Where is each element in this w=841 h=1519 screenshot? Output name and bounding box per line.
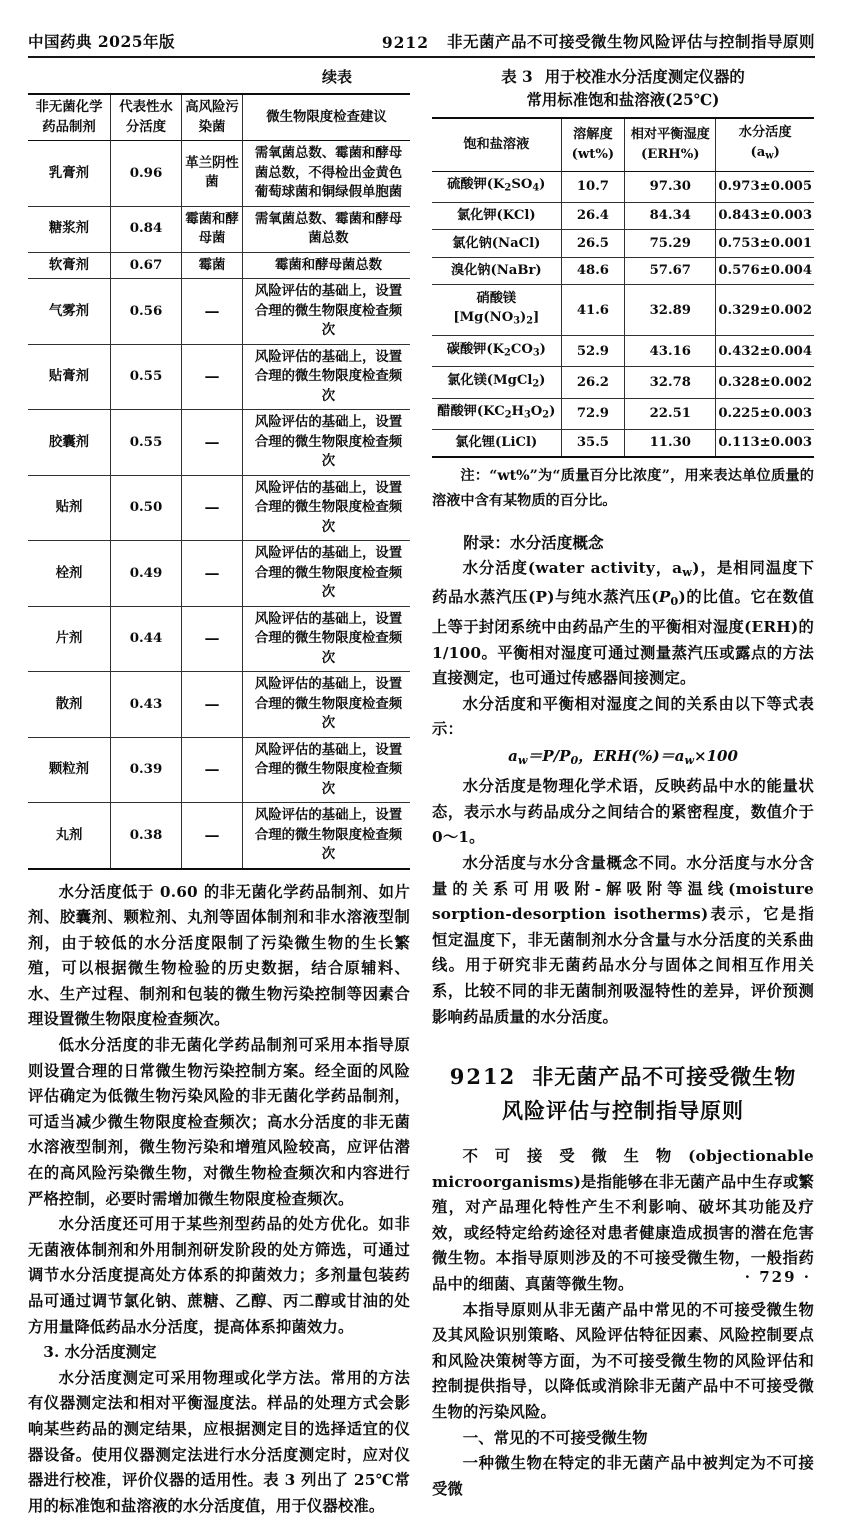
- table3-row: [432, 398, 814, 429]
- cell-dosage-form: 气雾剂: [28, 279, 111, 345]
- col-header-high-risk-organism: 高风险污染菌: [182, 94, 243, 141]
- paragraph-aw-term: 水分活度是物理化学术语，反映药品中水的能量状态，表示水与药品成分之间结合的紧密程度，数值介于 0～1。: [432, 777, 814, 847]
- paragraph-objectionable-definition: 不可接受微生物(objectionable microorganisms)是指能够在非无菌产品中生存或繁殖，对产品理化特性产生不利影响、破坏其功能及疗效，或经特定给药途径对患者健康造成损害的潜在危害微生物。本指导原则涉及的不可接受微生物，一般指药品中的细菌、真菌等微生物。: [432, 1147, 814, 1294]
- cell-high-risk-organism: —: [182, 410, 243, 476]
- cell-high-risk-organism: —: [182, 344, 243, 410]
- header-section-name: 非无菌产品不可接受微生物风险评估与控制指导原则: [446, 32, 815, 51]
- page-folio: · 729 ·: [744, 1268, 811, 1286]
- table-row: [28, 606, 410, 672]
- table3-caption-line2: 常用标准饱和盐溶液(25℃): [526, 91, 720, 109]
- section-title-line2: 风险评估与控制指导原则: [502, 1098, 744, 1124]
- cell-solubility: 72.9: [561, 398, 625, 429]
- left-column: [28, 66, 410, 1515]
- cell-water-activity: 0.38: [111, 803, 182, 869]
- cell-water-activity: 0.753±0.001: [718, 235, 812, 251]
- col-header-solubility-main: 溶解度: [573, 126, 613, 142]
- cell-advice: 风险评估的基础上，设置合理的微生物限度检查频次: [254, 479, 403, 535]
- table-row: [28, 344, 410, 410]
- table3-caption: [432, 66, 814, 112]
- cell-erh: 57.67: [625, 257, 716, 285]
- cell-water-activity: 0.55: [111, 410, 182, 476]
- cell-dosage-form: 贴剂: [28, 475, 111, 541]
- cell-water-activity: 0.50: [111, 475, 182, 541]
- cell-erh: 11.30: [625, 429, 716, 457]
- cell-salt-solution: 醋酸钾$(KC_2H_3O_2)$: [432, 398, 561, 429]
- col-header-solubility-unit: (wt%): [571, 146, 615, 162]
- table3-row: [432, 429, 814, 457]
- cell-high-risk-organism: —: [182, 475, 243, 541]
- cell-solubility: 26.4: [561, 202, 625, 230]
- table-head: [28, 94, 410, 141]
- cell-solubility: 48.6: [561, 257, 625, 285]
- table-body: [28, 141, 410, 869]
- cell-solubility: 26.2: [561, 367, 625, 398]
- col-header-solubility: [561, 118, 625, 171]
- cell-solubility: 26.5: [561, 230, 625, 258]
- cell-erh: 32.89: [625, 285, 716, 336]
- col-header-aw-main: 水分活度: [738, 125, 792, 140]
- cell-erh: 75.29: [625, 230, 716, 258]
- cell-high-risk-organism: —: [182, 803, 243, 869]
- table-row: [28, 541, 410, 607]
- cell-erh: 97.30: [625, 171, 716, 202]
- paragraph-sorption-isotherm: 水分活度与水分含量概念不同。水分活度与水分含量的关系可用吸附-解吸附等温线(moisture sorption-desorption isotherms)表示，它是指恒定温度下，非无菌制剂水分含量与水分活度的关系曲线。用于研究非无菌药品水分与固体之间相互作用关系，比较不同的非无菌制剂吸湿特性的差异，评价预测影响药品质量的水分活度。: [432, 853, 814, 1026]
- cell-dosage-form: 片剂: [28, 606, 111, 672]
- section-code: 9212: [449, 1064, 517, 1090]
- table-row: [28, 672, 410, 738]
- cell-dosage-form: 散剂: [28, 672, 111, 738]
- table-continued-label: 续表: [321, 68, 352, 86]
- col-header-advice: 微生物限度检查建议: [266, 108, 387, 125]
- subheading-common-objectionable: 一、常见的不可接受微生物: [462, 1428, 648, 1447]
- col-header-aw: [716, 118, 814, 171]
- cell-solubility: 10.7: [561, 171, 625, 202]
- col-header-erh-unit: (ERH%): [641, 146, 700, 162]
- cell-dosage-form: 乳膏剂: [28, 141, 111, 207]
- table-row: [28, 141, 410, 207]
- cell-salt-solution: 氯化钠(NaCl): [432, 230, 561, 258]
- paragraph-judgement-start: 一种微生物在特定的非无菌产品中被判定为不可接受微: [432, 1454, 814, 1498]
- cell-water-activity: 0.43: [111, 672, 182, 738]
- col-header-erh: [625, 118, 716, 171]
- cell-high-risk-organism: 革兰阴性菌: [182, 141, 243, 207]
- cell-water-activity: 0.55: [111, 344, 182, 410]
- saturated-salt-solution-table: [432, 117, 814, 458]
- cell-water-activity: 0.843±0.003: [718, 208, 812, 224]
- table-row: [28, 206, 410, 252]
- table3-row: [432, 257, 814, 285]
- table-row: [28, 475, 410, 541]
- col-header-dosage-form: 非无菌化学药品制剂: [28, 94, 111, 141]
- paragraph-aw-erh-relation: 水分活度和平衡相对湿度之间的关系由以下等式表示：: [432, 694, 814, 739]
- table3-row: [432, 367, 814, 398]
- cell-water-activity: 0.113±0.003: [718, 435, 812, 451]
- cell-dosage-form: 胶囊剂: [28, 410, 111, 476]
- cell-water-activity: 0.49: [111, 541, 182, 607]
- table3-caption-text1: 用于校准水分活度测定仪器的: [544, 68, 745, 86]
- col-header-erh-main: 相对平衡湿度: [630, 126, 710, 142]
- cell-water-activity: 0.44: [111, 606, 182, 672]
- cell-water-activity: 0.67: [111, 252, 182, 279]
- table3-body: [432, 171, 814, 457]
- cell-water-activity: 0.328±0.002: [718, 374, 812, 390]
- cell-water-activity: 0.225±0.003: [718, 406, 812, 422]
- cell-high-risk-organism: 霉菌和酵母菌: [182, 206, 243, 252]
- cell-dosage-form: 糖浆剂: [28, 206, 111, 252]
- cell-water-activity: 0.329±0.002: [718, 302, 812, 318]
- table3-row: [432, 171, 814, 202]
- header-rule: [28, 56, 815, 58]
- section-heading-line1: [432, 1060, 814, 1094]
- cell-water-activity: 0.56: [111, 279, 182, 345]
- cell-water-activity: 0.84: [111, 206, 182, 252]
- cell-salt-solution: 硝酸镁$[Mg(NO_3)_2]$: [432, 285, 561, 336]
- cell-advice: 风险评估的基础上，设置合理的微生物限度检查频次: [254, 676, 403, 731]
- col-header-water-activity: 代表性水分活度: [111, 94, 182, 141]
- cell-salt-solution: 氯化锂(LiCl): [432, 429, 561, 457]
- aw-formula: $a_w=P/P_0$，$ERH(\%)=a_w\times 100$: [508, 747, 738, 768]
- cell-high-risk-organism: 霉菌: [182, 252, 243, 279]
- table3-number: 表 3: [501, 68, 533, 86]
- cell-high-risk-organism: —: [182, 279, 243, 345]
- col-header-salt-main: 饱和盐溶液: [463, 136, 530, 152]
- cell-salt-solution: 碳酸钾$(K_2CO_3)$: [432, 336, 561, 367]
- cell-advice: 风险评估的基础上，设置合理的微生物限度检查频次: [254, 414, 403, 469]
- cell-advice: 需氧菌总数、霉菌和酵母菌总数: [254, 210, 403, 246]
- table3-caption-line1: [432, 66, 814, 89]
- two-column-body: [28, 66, 815, 1515]
- cell-water-activity: 0.973±0.005: [718, 179, 812, 195]
- section-title-line1: 非无菌产品不可接受微生物: [532, 1064, 797, 1090]
- paragraph-scope: 本指导原则从非无菌产品中常见的不可接受微生物及其风险识别策略、风险评估特征因素、风险控制要点和风险决策树等方面，为不可接受微生物的风险评估和控制提供指导，以降低或消除非无菌产品中不可接受微生物的污染风险。: [432, 1300, 814, 1422]
- cell-advice: 风险评估的基础上，设置合理的微生物限度检查频次: [254, 610, 403, 666]
- paragraph-aw-definition: 水分活度(water activity，$a_w$)，是相同温度下药品水蒸汽压(P)与纯水蒸汽压$(P_0)$的比值。它在数值上等于封闭系统中由药品产生的平衡相对湿度(ERH)的 1/100。平衡相对湿度可通过测量蒸汽压或露点的方法直接测定，也可通过传感器间接测定。: [432, 558, 815, 688]
- cell-water-activity: 0.39: [111, 737, 182, 803]
- table3-note: 注：“wt%”为“质量百分比浓度”，用来表达单位质量的溶液中含有某物质的百分比。: [432, 468, 814, 509]
- table-header-row: [28, 94, 410, 141]
- table-row: [28, 279, 410, 345]
- dosage-form-water-activity-table: [28, 93, 410, 870]
- table-row: [28, 737, 410, 803]
- cell-water-activity: 0.576±0.004: [718, 263, 812, 279]
- running-header: [28, 22, 815, 52]
- paragraph-measurement-methods: 水分活度测定可采用物理或化学方法。常用的方法有仪器测定法和相对平衡湿度法。样品的处理方式会影响某些药品的测定结果，应根据测定目的选择适宜的仪器设备。使用仪器测定法进行水分活度测定时，应对仪器进行校准，评价仪器的适用性。表 3 列出了 25℃常用的标准饱和盐溶液的水分活度值，用于仪器校准。: [28, 1368, 410, 1515]
- appendix-heading: 附录：水分活度概念: [463, 532, 604, 552]
- header-section-title: [382, 30, 815, 52]
- cell-high-risk-organism: —: [182, 541, 243, 607]
- cell-dosage-form: 颗粒剂: [28, 737, 111, 803]
- cell-dosage-form: 丸剂: [28, 803, 111, 869]
- cell-solubility: 52.9: [561, 336, 625, 367]
- table-row: [28, 252, 410, 279]
- subheading-aw-measurement: 3. 水分活度测定: [43, 1343, 157, 1362]
- cell-salt-solution: 硫酸钾$(K_2SO_4)$: [432, 171, 561, 202]
- table-row: [28, 410, 410, 476]
- cell-solubility: 35.5: [561, 429, 625, 457]
- table3-row: [432, 285, 814, 336]
- cell-advice: 需氧菌总数、霉菌和酵母菌总数，不得检出金黄色葡萄球菌和铜绿假单胞菌: [254, 145, 403, 200]
- cell-solubility: 41.6: [561, 285, 625, 336]
- table3-head: [432, 118, 814, 171]
- right-column: [432, 66, 815, 1498]
- cell-water-activity: 0.432±0.004: [718, 343, 812, 359]
- cell-salt-solution: 氯化钾(KCl): [432, 202, 561, 230]
- cell-erh: 84.34: [625, 202, 716, 230]
- header-publication: 中国药典 2025年版: [28, 32, 176, 51]
- col-header-salt-solution: [432, 118, 561, 171]
- col-header-aw-unit: $(a_w)$: [750, 145, 780, 162]
- table3-header-row: [432, 118, 814, 171]
- cell-salt-solution: 氯化镁(MgCl$_2$): [432, 367, 561, 398]
- cell-high-risk-organism: —: [182, 737, 243, 803]
- cell-high-risk-organism: —: [182, 672, 243, 738]
- paragraph-control-plan: 低水分活度的非无菌化学药品制剂可采用本指导原则设置合理的日常微生物污染控制方案。经全面的风险评估确定为低微生物污染风险的非无菌化学药品制剂，可适当减少微生物限度检查频次；高水分活度的非无菌水溶液型制剂，微生物污染和增殖风险较高，应评估潜在的高风险污染微生物，对微生物检查频次和内容进行严格控制，必要时需增加微生物限度检查频次。: [28, 1036, 410, 1208]
- cell-salt-solution: 溴化钠(NaBr): [432, 257, 561, 285]
- cell-dosage-form: 软膏剂: [28, 252, 111, 279]
- cell-advice: 霉菌和酵母菌总数: [274, 256, 383, 273]
- cell-advice: 风险评估的基础上，设置合理的微生物限度检查频次: [254, 807, 403, 862]
- cell-erh: 32.78: [625, 367, 716, 398]
- cell-advice: 风险评估的基础上，设置合理的微生物限度检查频次: [254, 283, 403, 338]
- paragraph-formulation-optimization: 水分活度还可用于某些剂型药品的处方优化。如非无菌液体制剂和外用制剂研发阶段的处方筛选，可通过调节水分活度提高处方体系的抑菌效力；多剂量包装药品可通过调节氯化钠、蔗糖、乙醇、丙二醇或甘油的处方用量降低药品水分活度，提高体系抑菌效力。: [28, 1215, 410, 1336]
- cell-dosage-form: 贴膏剂: [28, 344, 111, 410]
- cell-erh: 22.51: [625, 398, 716, 429]
- cell-water-activity: 0.96: [111, 141, 182, 207]
- paragraph-low-aw-solid: 水分活度低于 0.60 的非无菌化学药品制剂、如片剂、胶囊剂、颗粒剂、丸剂等固体制剂和非水溶液型制剂，由于较低的水分活度限制了污染微生物的生长繁殖，可以根据微生物检验的历史数据，结合原辅料、水、生产过程、制剂和包装的微生物污染控制等因素合理设置微生物限度检查频次。: [28, 882, 410, 1029]
- cell-advice: 风险评估的基础上，设置合理的微生物限度检查频次: [254, 545, 403, 600]
- cell-advice: 风险评估的基础上，设置合理的微生物限度检查频次: [254, 741, 403, 797]
- cell-advice: 风险评估的基础上，设置合理的微生物限度检查频次: [254, 348, 403, 404]
- section-heading: [432, 1060, 814, 1128]
- cell-erh: 43.16: [625, 336, 716, 367]
- table-row: [28, 803, 410, 869]
- cell-high-risk-organism: —: [182, 606, 243, 672]
- header-section-code: 9212: [381, 33, 429, 52]
- table3-row: [432, 230, 814, 258]
- table3-row: [432, 202, 814, 230]
- table3-row: [432, 336, 814, 367]
- cell-dosage-form: 栓剂: [28, 541, 111, 607]
